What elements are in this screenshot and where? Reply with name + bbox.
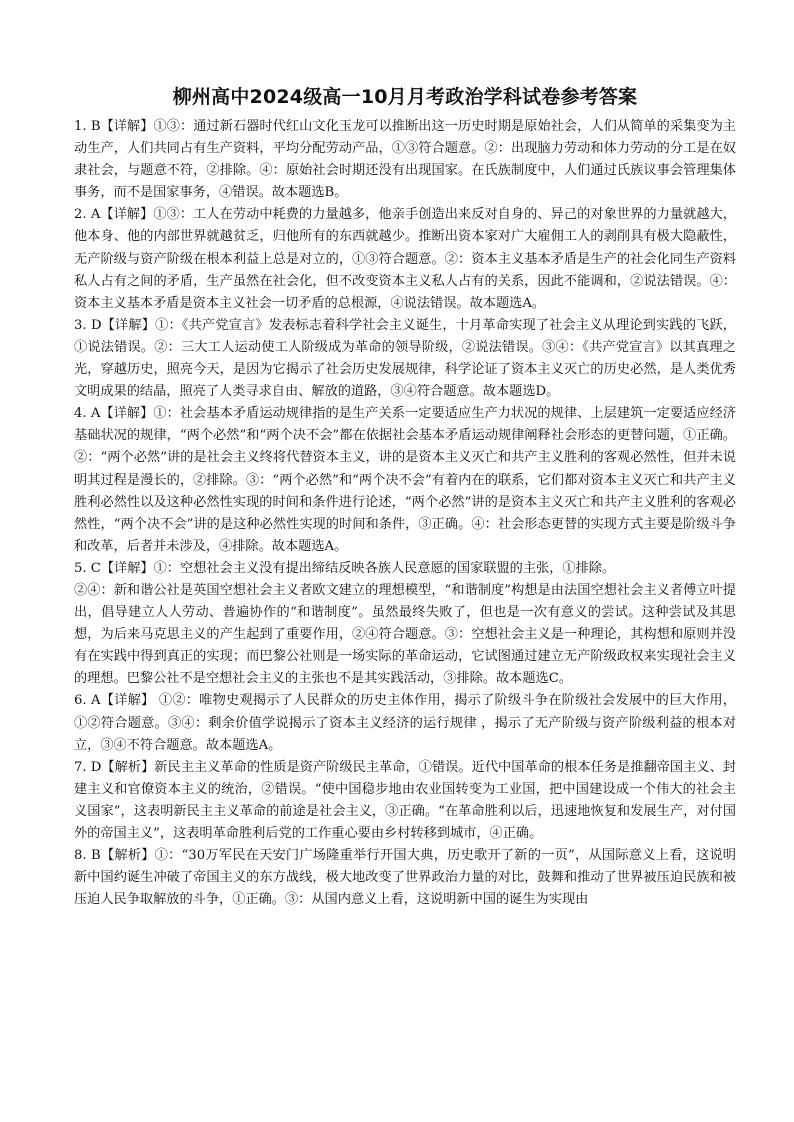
- answer-item-5-continued: ②④：新和谐公社是英国空想社会主义者欧文建立的理想模型，“和谐制度”构想是由法国空想社会主义者傅立叶提出，倡导建立人人劳动、普遍协作的“和谐制度”。虽然最终失败了，但也是一次有意义的尝试。这种尝试及其思想，为后来马克思主义的产生起到了重要作用，②④符合题意。③：空想社会主义是一种理论，其构想和原则并没有在实践中得到真正的实现；而巴黎公社则是一场实际的革命运动，它试图通过建立无产阶级政权来实现社会主义的理想。巴黎公社不是空想社会主义的主张也不是其实践活动，③排除。故本题选C。: [74, 582, 736, 687]
- answer-item-3: 3. D【详解】①：《共产党宣言》发表标志着科学社会主义诞生，十月革命实现了社会主义从理论到实践的飞跃，①说法错误。②：三大工人运动使工人阶级成为革命的领导阶级，②说法错误。③④：《共产党宣言》以其真理之光，穿越历史，照亮今天，是因为它揭示了社会历史发展规律，科学论证了资本主义灭亡的历史必然，是人类优秀文明成果的结晶，照亮了人类寻求自由、解放的道路，③④符合题意。故本题选D。: [74, 317, 736, 400]
- answer-item-5: 5. C【详解】①：空想社会主义没有提出缔结反映各族人民意愿的国家联盟的主张，①排除。: [74, 560, 616, 576]
- page-title: 柳州高中2024级高一10月月考政治学科试卷参考答案: [172, 86, 638, 108]
- answer-item-2: 2. A【详解】①③：工人在劳动中耗费的力量越多，他亲手创造出来反对自身的、异己的对象世界的力量就越大，他本身、他的内部世界就越贫乏，归他所有的东西就越少。推断出资本家对广大雇佣工人的剥削具有极大隐蔽性，无产阶级与资产阶级在根本利益上总是对立的，①③符合题意。②：资本主义基本矛盾是生产的社会化同生产资料私人占有之间的矛盾，生产虽然在社会化，但不改变资本主义私人占有的关系，因此不能调和，②说法错误。④：资本主义基本矛盾是资本主义社会一切矛盾的总根源，④说法错误。故本题选A。: [74, 207, 736, 311]
- answer-item-7: 7. D【解析】新民主主义革命的性质是资产阶级民主革命，①错误。近代中国革命的根本任务是推翻帝国主义、封建主义和官僚资本主义的统治，②错误。“使中国稳步地由农业国转变为工业国，把中国建设成一个伟大的社会主义国家”，这表明新民主主义革命的前途是社会主义，③正确。“在革命胜利以后，迅速地恢复和发展生产，对付国外的帝国主义”，这表明革命胜利后党的工作重心要由乡村转移到城市，④正确。: [74, 759, 736, 841]
- answer-item-4: 4. A【详解】①：社会基本矛盾运动规律指的是生产关系一定要适应生产力状况的规律、上层建筑一定要适应经济基础状况的规律，“两个必然”和“两个决不会”都在依据社会基本矛盾运动规律阐释社会形态的更替问题，①正确。②：“两个必然”讲的是社会主义终将代替资本主义，讲的是资本主义灭亡和共产主义胜利的客观必然性，但并未说明其过程是漫长的，②排除。③：“两个必然”和“两个决不会”有着内在的联系，它们都对资本主义灭亡和共产主义胜利必然性以及这种必然性实现的时间和条件进行论述，“两个必然”讲的是资本主义灭亡和共产主义胜利的客观必然性，“两个决不会”讲的是这种必然性实现的时间和条件，③正确。④：社会形态更替的实现方式主要是阶级斗争和改革，后者并未涉及，④排除。故本题选A。: [74, 406, 736, 554]
- answer-list: [74, 116, 736, 911]
- answer-item-8: 8. B【解析】①：“30万军民在天安门广场隆重举行开国大典，历史歌开了新的一页”，从国际意义上看，这说明新中国约诞生冲破了帝国主义的东方战线，极大地改变了世界政治力量的对比，鼓舞和推动了世界被压迫民族和被压迫人民争取解放的斗争，①正确。③：从国内意义上看，这说明新中国的诞生为实现由: [74, 848, 736, 908]
- answer-item-6: 6. A【详解】 ①②：唯物史观揭示了人民群众的历史主体作用，揭示了阶级斗争在阶级社会发展中的巨大作用，①②符合题意。③④：剩余价值学说揭示了资本主义经济的运行规律 ，揭示了无产阶级与资产阶级利益的根本对立，③④不符合题意。故本题选A。: [74, 693, 736, 753]
- answer-item-1: 1. B【详解】①③：通过新石器时代红山文化玉龙可以推断出这一历史时期是原始社会，人们从简单的采集变为主动生产，人们共同占有生产资料，平均分配劳动产品，①③符合题意。②：出现脑力劳动和体力劳动的分工是在奴隶社会，与题意不符，②排除。④：原始社会时期还没有出现国家。在氏族制度中，人们通过氏族议事会管理集体事务，而不是国家事务，④错误。故本题选B。: [74, 119, 736, 201]
